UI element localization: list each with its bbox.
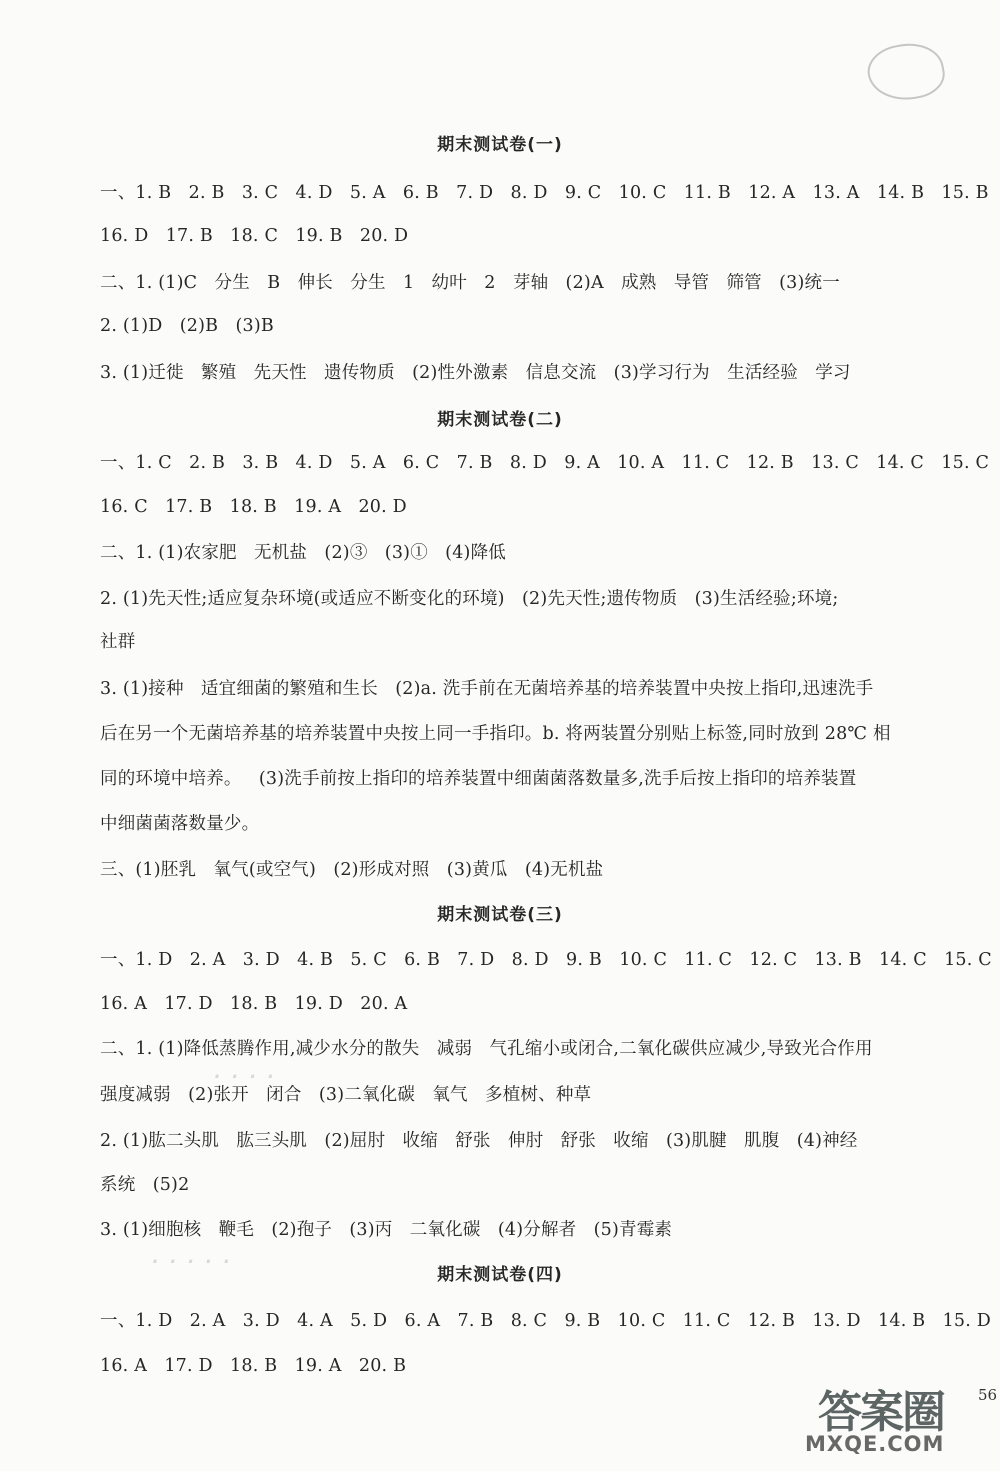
answer-line: 一、1. D 2. A 3. D 4. B 5. C 6. B 7. D 8. D 9. B 10. C 11. C 12. C 13. B 14. C 15. C <box>100 950 992 970</box>
answer-line: 2. (1)肱二头肌 肱三头肌 (2)屈肘 收缩 舒张 伸肘 舒张 收缩 (3)肌腱 肌腹 (4)神经 <box>100 1131 858 1151</box>
watermark-url: MXQE.COM <box>805 1432 945 1456</box>
section-title: 期末测试卷(四) <box>437 1265 563 1285</box>
answer-line: 3. (1)迁徙 繁殖 先天性 遗传物质 (2)性外激素 信息交流 (3)学习行为 生活经验 学习 <box>100 363 851 383</box>
answer-line: 二、1. (1)降低蒸腾作用,减少水分的散失 减弱 气孔缩小或闭合,二氧化碳供应减少,导致光合作用 <box>100 1039 873 1059</box>
answer-line: 强度减弱 (2)张开 闭合 (3)二氧化碳 氧气 多植树、种草 <box>100 1085 592 1105</box>
answer-line: 16. C 17. B 18. B 19. A 20. D <box>100 497 407 517</box>
answer-line: 2. (1)先天性;适应复杂环境(或适应不断变化的环境) (2)先天性;遗传物质 (3)生活经验;环境; <box>100 589 839 609</box>
answer-line: 2. (1)D (2)B (3)B <box>100 316 274 336</box>
answer-line: 三、(1)胚乳 氧气(或空气) (2)形成对照 (3)黄瓜 (4)无机盐 <box>100 860 604 880</box>
stamp-inner <box>876 55 931 65</box>
answer-line: 16. A 17. D 18. B 19. A 20. B <box>100 1356 407 1376</box>
section-title: 期末测试卷(三) <box>437 905 563 925</box>
scan-ghost-mark: · · · · <box>212 1060 275 1093</box>
stamp-logo <box>864 38 949 106</box>
answer-line: 一、1. D 2. A 3. D 4. A 5. D 6. A 7. B 8. C 9. B 10. C 11. C 12. B 13. D 14. B 15. D <box>100 1311 992 1331</box>
scan-ghost-mark: · · · · · <box>150 1245 231 1278</box>
answer-line: 二、1. (1)C 分生 B 伸长 分生 1 幼叶 2 芽轴 (2)A 成熟 导管 筛管 (3)统一 <box>100 273 840 293</box>
answer-line: 同的环境中培养。 (3)洗手前按上指印的培养装置中细菌菌落数量多,洗手后按上指印的培养装置 <box>100 769 857 789</box>
section-title: 期末测试卷(二) <box>437 410 563 430</box>
answer-line: 系统 (5)2 <box>100 1175 190 1195</box>
page-number: 56 <box>978 1386 998 1404</box>
answer-line: 二、1. (1)农家肥 无机盐 (2)③ (3)① (4)降低 <box>100 543 506 563</box>
section-title: 期末测试卷(一) <box>437 135 563 155</box>
answer-line: 3. (1)接种 适宜细菌的繁殖和生长 (2)a. 洗手前在无菌培养基的培养装置中央按上指印,迅速洗手 <box>100 679 874 699</box>
answer-line: 后在另一个无菌培养基的培养装置中央按上同一手指印。b. 将两装置分别贴上标签,同时放到 28℃ 相 <box>100 724 891 744</box>
answer-line: 16. D 17. B 18. C 19. B 20. D <box>100 226 409 246</box>
answer-line: 3. (1)细胞核 鞭毛 (2)孢子 (3)丙 二氧化碳 (4)分解者 (5)青霉素 <box>100 1220 673 1240</box>
answer-line: 16. A 17. D 18. B 19. D 20. A <box>100 994 408 1014</box>
answer-line: 一、1. B 2. B 3. C 4. D 5. A 6. B 7. D 8. D 9. C 10. C 11. B 12. A 13. A 14. B 15. B <box>100 183 989 203</box>
answer-line: 中细菌菌落数量少。 <box>100 814 260 834</box>
watermark-logo: 答案圈 <box>818 1387 944 1438</box>
answer-line: 一、1. C 2. B 3. B 4. D 5. A 6. C 7. B 8. D 9. A 10. A 11. C 12. B 13. C 14. C 15. C <box>100 453 990 473</box>
answer-line: 社群 <box>100 632 136 652</box>
